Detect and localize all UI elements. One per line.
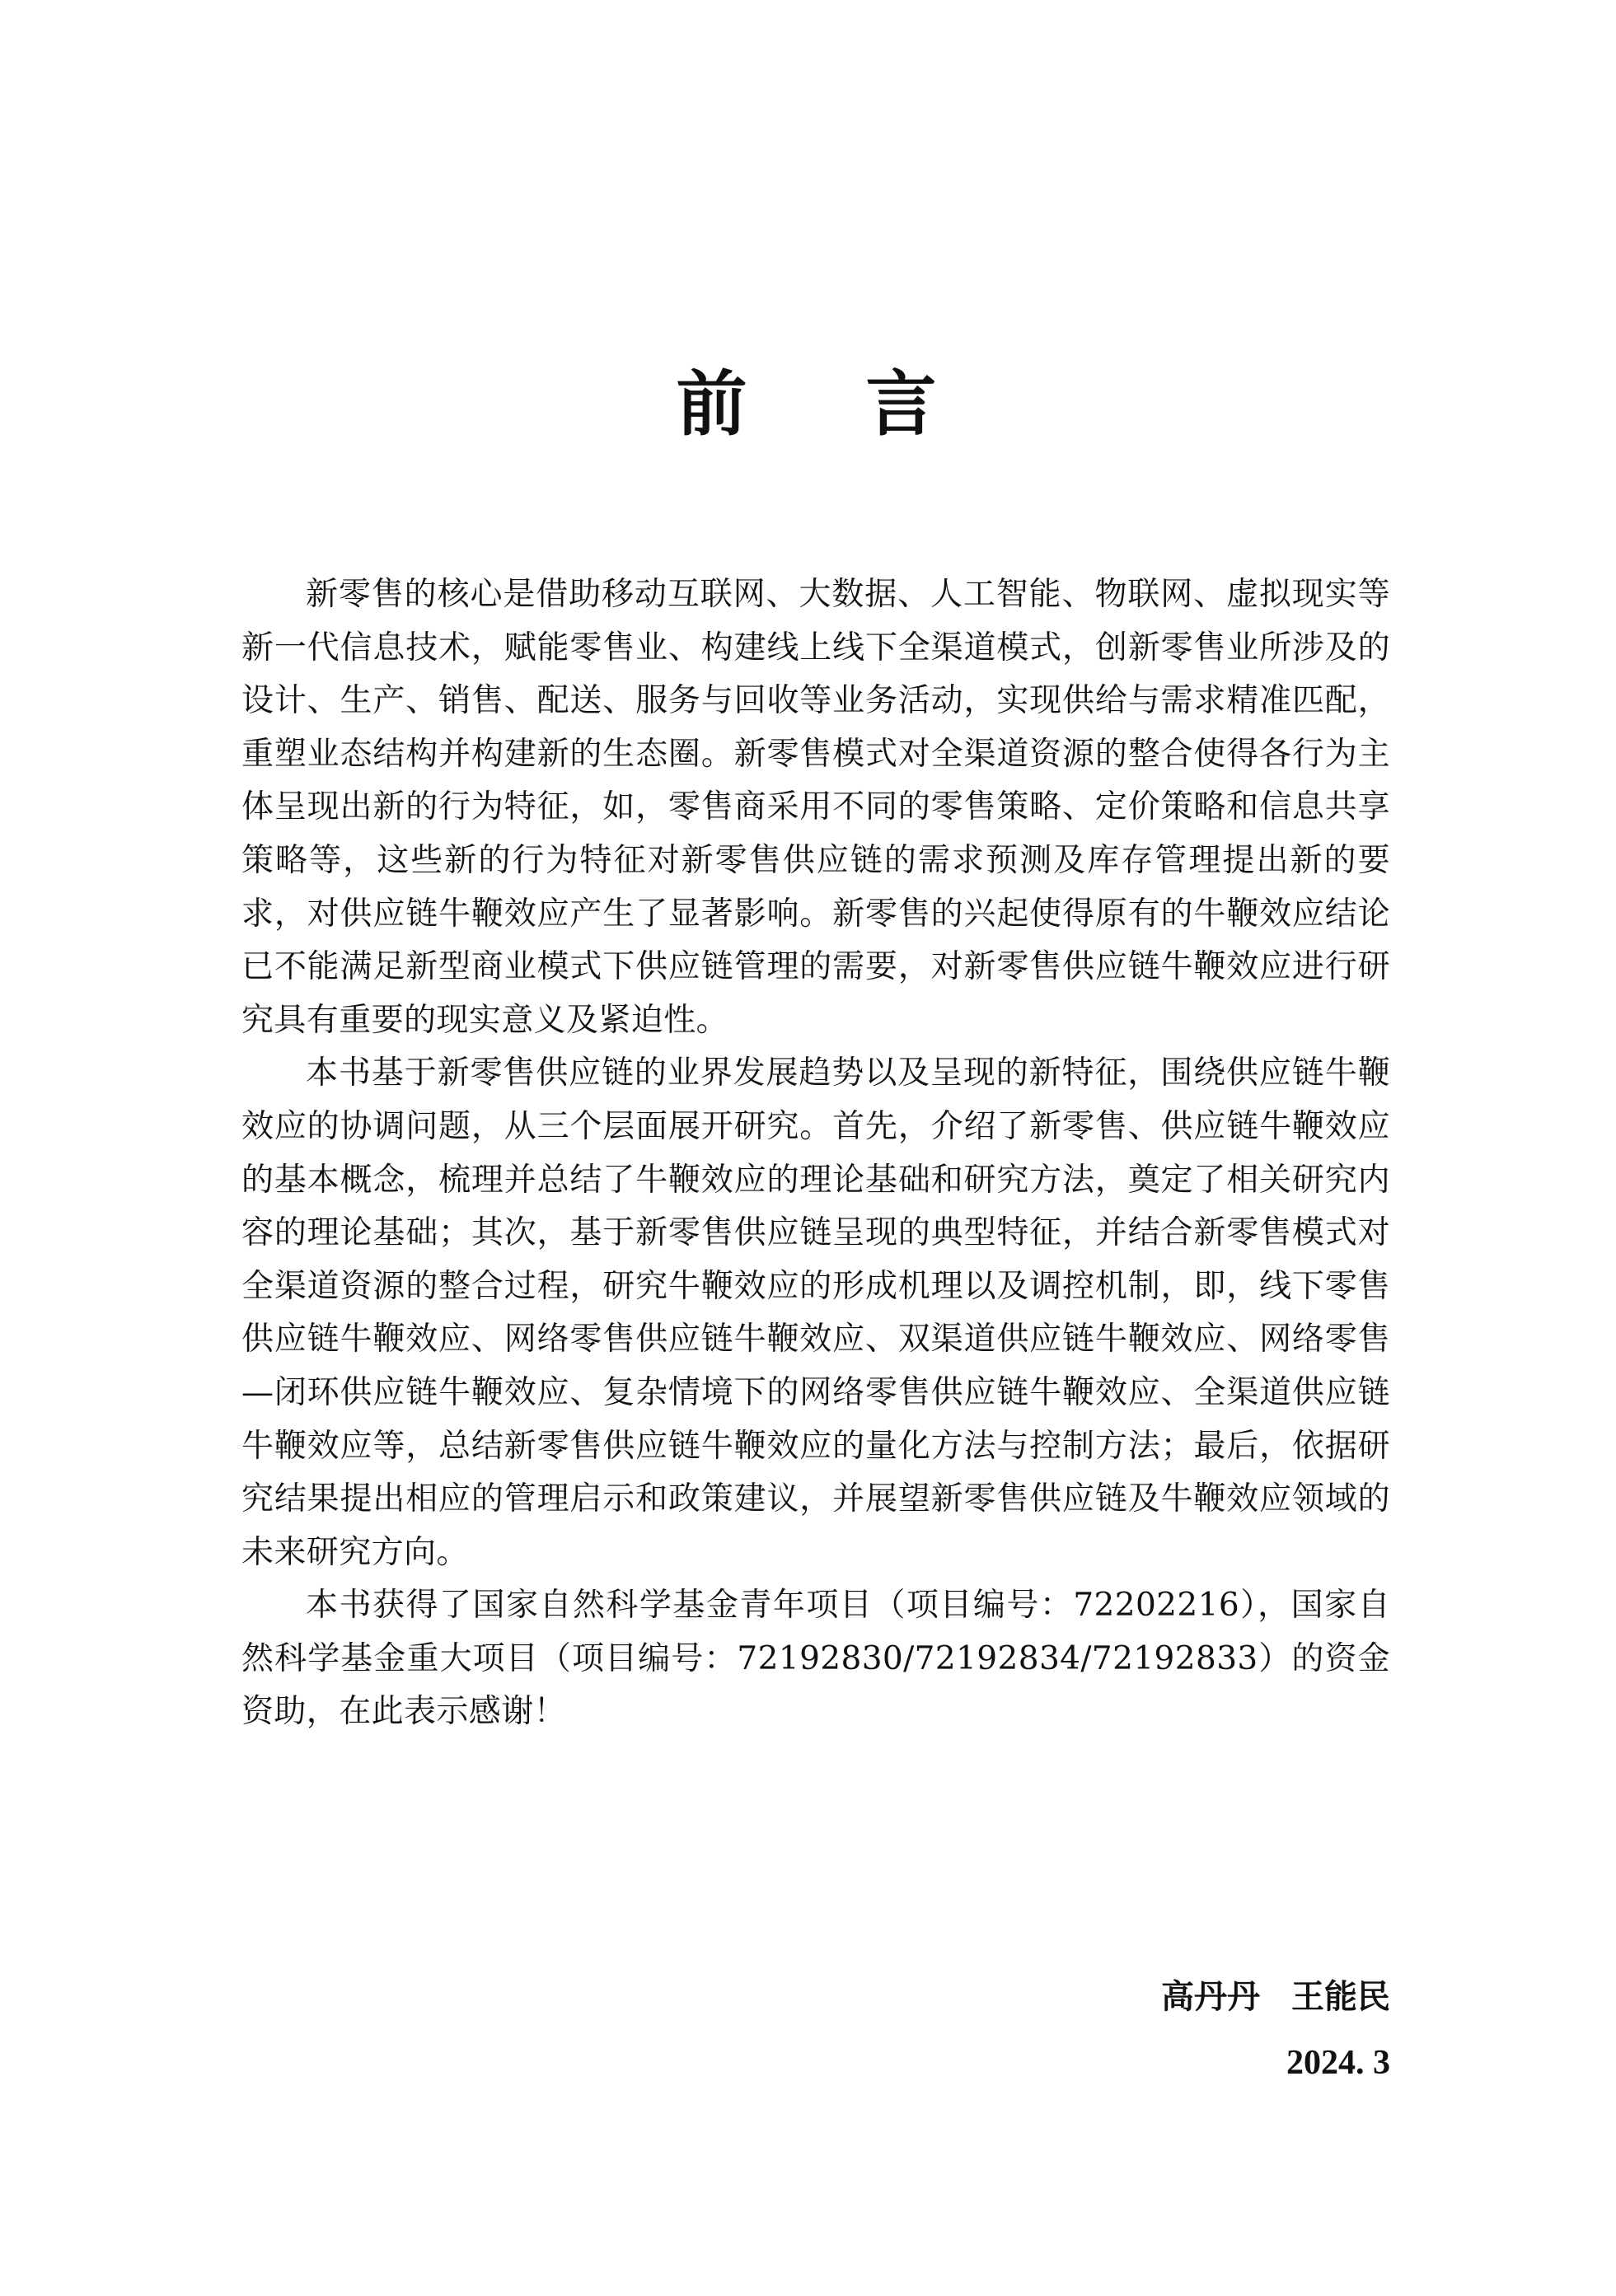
signature-block bbox=[1161, 1971, 1390, 2089]
signature-date: 2024. 3 bbox=[1286, 2044, 1390, 2082]
paragraph-2: 本书基于新零售供应链的业界发展趋势以及呈现的新特征，围绕供应链牛鞭效应的协调问题，从三个层面展开研究。首先，介绍了新零售、供应链牛鞭效应的基本概念，梳理并总结了牛鞭效应的理论基础和研究方法，奠定了相关研究内容的理论基础；其次，基于新零售供应链呈现的典型特征，并结合新零售模式对全渠道资源的整合过程，研究牛鞭效应的形成机理以及调控机制，即，线下零售供应链牛鞭效应、网络零售供应链牛鞭效应、双渠道供应链牛鞭效应、网络零售—闭环供应链牛鞭效应、复杂情境下的网络零售供应链牛鞭效应、全渠道供应链牛鞭效应等，总结新零售供应链牛鞭效应的量化方法与控制方法；最后，依据研究结果提出相应的管理启示和政策建议，并展望新零售供应链及牛鞭效应领域的未来研究方向。 bbox=[241, 1054, 1390, 1571]
authors-line bbox=[1161, 1971, 1390, 2023]
title-char-1: 前 bbox=[676, 363, 751, 446]
author-1: 高丹丹 bbox=[1161, 1978, 1260, 2016]
author-2: 王能民 bbox=[1291, 1978, 1390, 2016]
paragraph-1: 新零售的核心是借助移动互联网、大数据、人工智能、物联网、虚拟现实等新一代信息技术，赋能零售业、构建线上线下全渠道模式，创新零售业所涉及的设计、生产、销售、配送、服务与回收等业务活动，实现供给与需求精准匹配，重塑业态结构并构建新的生态圈。新零售模式对全渠道资源的整合使得各行为主体呈现出新的行为特征，如，零售商采用不同的零售策略、定价策略和信息共享策略等，这些新的行为特征对新零售供应链的需求预测及库存管理提出新的要求，对供应链牛鞭效应产生了显著影响。新零售的兴起使得原有的牛鞭效应结论已不能满足新型商业模式下供应链管理的需要，对新零售供应链牛鞭效应进行研究具有重要的现实意义及紧迫性。 bbox=[241, 576, 1390, 1039]
title-char-2: 言 bbox=[865, 363, 940, 446]
paragraph-3: 本书获得了国家自然科学基金青年项目（项目编号：72202216），国家自然科学基金重大项目（项目编号：72192830/72192834/72192833）的资金资助，在此表示感谢！ bbox=[241, 1587, 1390, 1731]
preface-body bbox=[241, 568, 1390, 1739]
page-title bbox=[0, 363, 1616, 446]
